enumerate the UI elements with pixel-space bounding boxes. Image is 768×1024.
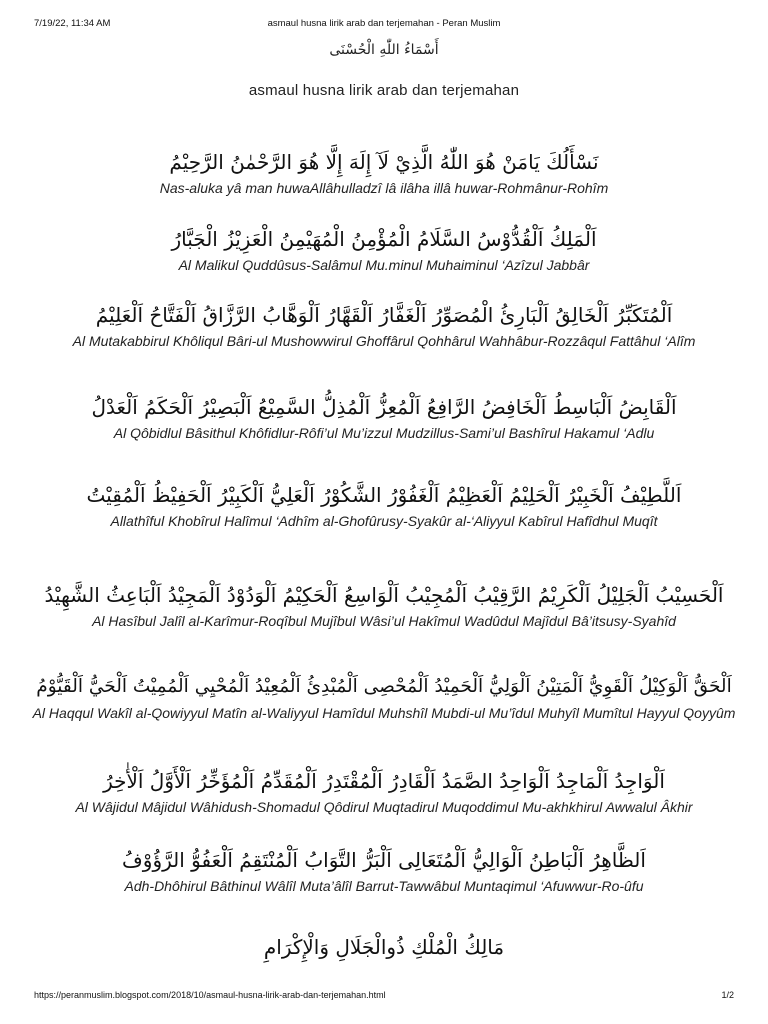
entry-arabic: اَلْوَاجِدُ اَلْمَاجِدُ اَلْوَاحِدُ الصَّمَدُ اَلْقَادِرُ اَلْمُقْتَدِرُ اَلْمُقَدِّمُ اَلْمُؤَخِّرُ اَلْأَوَّلُ اَلْأٰخِرُ (103, 769, 665, 793)
entry-transliteration: Allathîful Khobîrul Halîmul ‘Adhîm al-Ghofûrusy-Syakûr al-‘Aliyyul Kabîrul Hafîdhul Muqît (110, 513, 658, 529)
entry-2 (30, 224, 738, 274)
entry-7 (30, 672, 738, 722)
entry-1 (30, 147, 738, 197)
entry-arabic: اَلْقَابِضُ اَلْبَاسِطُ اَلْخَافِضُ الرَّافِعُ اَلْمُعِزُّ اَلْمُذِلُّ السَّمِيْعُ اَلْبَصِيْرُ اَلْحَكَمُ اَلْعَدْلُ (91, 395, 677, 419)
entry-transliteration: Al Haqqul Wakîl al-Qowiyyul Matîn al-Waliyyul Hamîdul Muhshîl Mubdi-ul Mu’îdul Muhyîl Mumîtul Hayyul Qoyyûm (32, 705, 736, 721)
entry-8 (30, 766, 738, 816)
entry-4 (30, 392, 738, 442)
entry-5 (30, 480, 738, 530)
print-datetime: 7/19/22, 11:34 AM (34, 18, 111, 29)
entry-arabic: اَلْحَقُّ اَلْوَكِيْلُ اَلْقَوِيُّ اَلْمَتِيْنُ اَلْوَلِيُّ اَلْحَمِيْدُ اَلْمُحْصِى اَلْمُبْدِئُ اَلْمُعِيْدُ اَلْمُحْيِي اَلْمُمِيْتُ اَلْحَيُّ اَلْقَيُّوْمُ (36, 676, 732, 697)
entry-arabic: اَلْحَسِيْبُ اَلْجَلِيْلُ اَلْكَرِيْمُ الرَّقِيْبُ اَلْمُجِيْبُ اَلْوَاسِعُ اَلْحَكِيْمُ اَلْوَدُوْدُ اَلْمَجِيْدُ اَلْبَاعِثُ الشَّهِيْدُ (44, 583, 724, 607)
entry-arabic: اَلْمَلِكُ اَلْقُدُّوْسُ السَّلَامُ الْمُؤْمِنُ الْمُهَيْمِنُ الْعَزِيْزُ الْجَبَّارُ (171, 227, 597, 251)
entry-arabic: اَللَّطِيْفُ اَلْخَبِيْرُ اَلْحَلِيْمُ اَلْعَظِيْمُ اَلْغَفُوْرُ الشَّكُوْرُ اَلْعَلِيُّ اَلْكَبِيْرُ اَلْحَفِيْظُ اَلْمُقِيْتُ (86, 483, 682, 507)
page-number: 1/2 (721, 990, 734, 1000)
page-url-link[interactable]: https://peranmuslim.blogspot.com/2018/10/asmaul-husna-lirik-arab-dan-terjemahan.html (34, 990, 386, 1000)
entry-transliteration: Adh-Dhôhirul Bâthinul Wâlîl Muta’âlîl Barrut-Tawwâbul Muntaqimul ‘Afuwwur-Ro-ûfu (124, 878, 644, 894)
entry-transliteration: Nas-aluka yâ man huwaAllâhulladzî lâ ilâha illâ huwar-Rohmânur-Rohîm (159, 180, 609, 196)
arabic-heading: أَسْمَاءُ اللّٰهِ الْحُسْنَى (329, 42, 439, 58)
entry-arabic: اَلظَّاهِرُ اَلْبَاطِنُ اَلْوَالِيُّ اَلْمُتَعَالِى اَلْبَرُّ التَّوَابُ اَلْمُنْتَقِمُ اَلْعَفُوُّ الرَّؤُوْفُ (122, 848, 646, 872)
print-header (34, 18, 734, 32)
entry-transliteration: Al Hasîbul Jalîl al-Karîmur-Roqîbul Mujîbul Wâsi’ul Hakîmul Wadûdul Majîdul Bâ’itsusy-Syahîd (92, 613, 676, 629)
entry-3 (30, 300, 738, 350)
entry-transliteration: Al Wâjidul Mâjidul Wâhidush-Shomadul Qôdirul Muqtadirul Muqoddimul Mu-akhkhirul Awwalul Âkhir (75, 799, 693, 815)
print-page-title: asmaul husna lirik arab dan terjemahan - Peran Muslim (267, 18, 501, 29)
entry-transliteration: Al Qôbidlul Bâsithul Khôfidlur-Rôfi’ul Mu’izzul Mudzillus-Sami’ul Bashîrul Hakamul ‘Adlu (113, 425, 655, 441)
closing-arabic: مَالِكُ الْمُلْكِ ذُوالْجَلَالِ وَالْإِكْرَامِ (263, 935, 505, 959)
entry-6 (30, 580, 738, 630)
entry-transliteration: Al Malikul Quddûsus-Salâmul Mu.minul Muhaiminul ‘Azîzul Jabbâr (178, 257, 590, 273)
print-footer (34, 990, 734, 1004)
entry-arabic: اَلْمُتَكَبِّرُ اَلْخَالِقُ اَلْبَارِئُ الْمُصَوِّرُ اَلْغَفَّارُ اَلْقَهَّارُ اَلْوَهَّابُ الرَّزَّاقُ اَلْفَتَّاحُ اَلْعَلِيْمُ (95, 303, 673, 327)
entry-transliteration: Al Mutakabbirul Khôliqul Bâri-ul Mushowwirul Ghoffârul Qohhârul Wahhâbur-Rozzâqul Fattâhul ‘Alîm (72, 333, 696, 349)
document-title: asmaul husna lirik arab dan terjemahan (248, 82, 520, 99)
entry-arabic: نَسْأَلُكَ يَامَنْ هُوَ اللّٰهُ الَّذِيْ لَآ إِلَهَ إِلَّا هُوَ الرَّحْمٰنُ الرَّحِيْمُ (169, 150, 599, 174)
entry-9 (30, 845, 738, 895)
